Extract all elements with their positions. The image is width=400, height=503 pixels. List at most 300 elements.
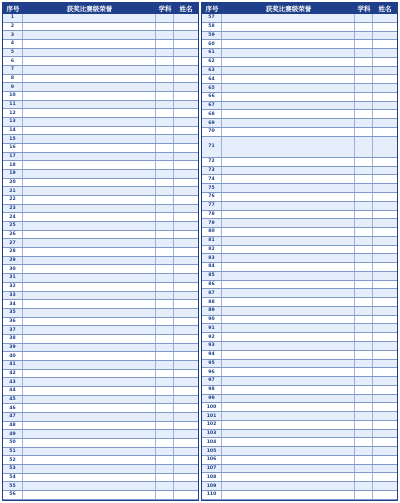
row-number: 11 bbox=[3, 101, 23, 109]
table-row bbox=[3, 344, 198, 353]
table-row bbox=[3, 231, 198, 240]
achievement-cell bbox=[222, 110, 355, 118]
name-cell bbox=[373, 102, 397, 110]
row-number: 109 bbox=[202, 482, 222, 490]
row-number: 21 bbox=[3, 187, 23, 195]
achievement-cell bbox=[222, 465, 355, 473]
subject-cell bbox=[156, 283, 174, 291]
row-number: 31 bbox=[3, 274, 23, 282]
header-no: 序号 bbox=[6, 4, 20, 13]
table-row bbox=[202, 298, 397, 307]
row-number: 17 bbox=[3, 153, 23, 161]
subject-cell bbox=[355, 175, 373, 183]
name-cell bbox=[373, 175, 397, 183]
name-cell bbox=[373, 351, 397, 359]
name-cell bbox=[373, 167, 397, 175]
achievement-cell bbox=[222, 84, 355, 92]
achievement-cell bbox=[222, 395, 355, 403]
subject-cell bbox=[355, 377, 373, 385]
achievement-cell bbox=[222, 316, 355, 324]
achievement-cell bbox=[23, 448, 156, 456]
row-number: 18 bbox=[3, 161, 23, 169]
achievement-cell bbox=[23, 109, 156, 117]
table-row bbox=[3, 265, 198, 274]
subject-cell bbox=[355, 32, 373, 40]
table-row bbox=[202, 84, 397, 93]
name-cell bbox=[373, 93, 397, 101]
table-row bbox=[3, 205, 198, 214]
subject-cell bbox=[355, 14, 373, 22]
subject-cell bbox=[355, 75, 373, 83]
name-cell bbox=[174, 135, 198, 143]
row-number: 1 bbox=[3, 14, 23, 22]
row-number: 38 bbox=[3, 335, 23, 343]
row-number: 102 bbox=[202, 421, 222, 429]
table-row bbox=[202, 137, 397, 158]
name-cell bbox=[174, 187, 198, 195]
name-cell bbox=[174, 309, 198, 317]
table-row bbox=[202, 351, 397, 360]
row-number: 87 bbox=[202, 289, 222, 297]
row-number: 13 bbox=[3, 118, 23, 126]
row-number: 47 bbox=[3, 413, 23, 421]
name-cell bbox=[373, 438, 397, 446]
achievement-cell bbox=[23, 231, 156, 239]
table-row bbox=[3, 352, 198, 361]
table-row bbox=[3, 196, 198, 205]
name-cell bbox=[174, 404, 198, 412]
achievement-cell bbox=[222, 342, 355, 350]
table-row bbox=[202, 438, 397, 447]
header-name: 姓名 bbox=[378, 4, 392, 13]
name-cell bbox=[373, 465, 397, 473]
name-cell bbox=[373, 84, 397, 92]
table-row bbox=[202, 272, 397, 281]
subject-cell bbox=[156, 161, 174, 169]
name-cell bbox=[174, 161, 198, 169]
achievement-cell bbox=[222, 263, 355, 271]
right-table-header bbox=[201, 2, 398, 14]
table-row bbox=[3, 75, 198, 84]
subject-cell bbox=[355, 421, 373, 429]
table-row bbox=[3, 248, 198, 257]
row-number: 56 bbox=[3, 491, 23, 499]
subject-cell bbox=[156, 144, 174, 152]
subject-cell bbox=[355, 158, 373, 166]
name-cell bbox=[373, 237, 397, 245]
row-number: 69 bbox=[202, 119, 222, 127]
name-cell bbox=[373, 342, 397, 350]
name-cell bbox=[373, 23, 397, 31]
subject-cell bbox=[156, 326, 174, 334]
row-number: 45 bbox=[3, 396, 23, 404]
row-number: 20 bbox=[3, 179, 23, 187]
row-number: 59 bbox=[202, 32, 222, 40]
table-row bbox=[202, 403, 397, 412]
table-row bbox=[202, 377, 397, 386]
achievement-cell bbox=[23, 283, 156, 291]
achievement-cell bbox=[222, 193, 355, 201]
name-cell bbox=[373, 360, 397, 368]
table-row bbox=[202, 75, 397, 84]
row-number: 53 bbox=[3, 465, 23, 473]
subject-cell bbox=[355, 403, 373, 411]
name-cell bbox=[174, 448, 198, 456]
achievement-cell bbox=[222, 32, 355, 40]
name-cell bbox=[373, 421, 397, 429]
row-number: 70 bbox=[202, 128, 222, 136]
achievement-cell bbox=[23, 482, 156, 490]
name-cell bbox=[174, 14, 198, 22]
table-row bbox=[3, 118, 198, 127]
achievement-cell bbox=[23, 170, 156, 178]
table-row bbox=[3, 83, 198, 92]
achievement-cell bbox=[23, 161, 156, 169]
table-row bbox=[202, 307, 397, 316]
subject-cell bbox=[156, 14, 174, 22]
achievement-cell bbox=[23, 135, 156, 143]
table-row bbox=[202, 219, 397, 228]
subject-cell bbox=[355, 447, 373, 455]
row-number: 2 bbox=[3, 23, 23, 31]
achievement-cell bbox=[23, 127, 156, 135]
row-number: 7 bbox=[3, 66, 23, 74]
achievement-cell bbox=[23, 257, 156, 265]
subject-cell bbox=[355, 324, 373, 332]
achievement-cell bbox=[23, 422, 156, 430]
name-cell bbox=[373, 368, 397, 376]
table-row bbox=[202, 368, 397, 377]
subject-cell bbox=[355, 456, 373, 464]
subject-cell bbox=[156, 257, 174, 265]
row-number: 48 bbox=[3, 422, 23, 430]
table-row bbox=[202, 211, 397, 220]
row-number: 39 bbox=[3, 344, 23, 352]
name-cell bbox=[373, 272, 397, 280]
table-row bbox=[3, 361, 198, 370]
row-number: 22 bbox=[3, 196, 23, 204]
table-row bbox=[202, 158, 397, 167]
achievement-cell bbox=[222, 254, 355, 262]
header-subject: 学科 bbox=[357, 4, 371, 13]
subject-cell bbox=[355, 360, 373, 368]
header-achievement: 获奖比赛级荣誉 bbox=[265, 4, 312, 13]
achievement-cell bbox=[23, 335, 156, 343]
subject-cell bbox=[355, 202, 373, 210]
name-cell bbox=[174, 335, 198, 343]
table-row bbox=[3, 14, 198, 23]
subject-cell bbox=[156, 456, 174, 464]
table-row bbox=[202, 40, 397, 49]
name-cell bbox=[174, 23, 198, 31]
table-row bbox=[202, 289, 397, 298]
achievement-cell bbox=[23, 153, 156, 161]
table-row bbox=[202, 447, 397, 456]
achievement-cell bbox=[23, 456, 156, 464]
achievement-cell bbox=[23, 14, 156, 22]
table-row bbox=[202, 491, 397, 500]
achievement-cell bbox=[23, 205, 156, 213]
table-row bbox=[3, 413, 198, 422]
subject-cell bbox=[156, 135, 174, 143]
name-cell bbox=[373, 211, 397, 219]
name-cell bbox=[174, 344, 198, 352]
name-cell bbox=[174, 49, 198, 57]
subject-cell bbox=[355, 254, 373, 262]
subject-cell bbox=[355, 211, 373, 219]
row-number: 80 bbox=[202, 228, 222, 236]
table-row bbox=[3, 153, 198, 162]
row-number: 27 bbox=[3, 239, 23, 247]
achievement-cell bbox=[222, 351, 355, 359]
name-cell bbox=[174, 101, 198, 109]
name-cell bbox=[373, 32, 397, 40]
subject-cell bbox=[156, 265, 174, 273]
achievement-cell bbox=[23, 144, 156, 152]
row-number: 105 bbox=[202, 447, 222, 455]
subject-cell bbox=[355, 93, 373, 101]
achievement-cell bbox=[23, 66, 156, 74]
name-cell bbox=[174, 40, 198, 48]
name-cell bbox=[174, 370, 198, 378]
name-cell bbox=[373, 40, 397, 48]
row-number: 84 bbox=[202, 263, 222, 271]
row-number: 51 bbox=[3, 448, 23, 456]
subject-cell bbox=[156, 248, 174, 256]
table-row bbox=[202, 167, 397, 176]
row-number: 101 bbox=[202, 412, 222, 420]
achievement-cell bbox=[23, 49, 156, 57]
name-cell bbox=[373, 228, 397, 236]
table-row bbox=[3, 326, 198, 335]
subject-cell bbox=[355, 438, 373, 446]
table-row bbox=[3, 187, 198, 196]
achievement-cell bbox=[23, 265, 156, 273]
achievement-cell bbox=[23, 326, 156, 334]
achievement-cell bbox=[23, 248, 156, 256]
table-row bbox=[3, 370, 198, 379]
achievement-cell bbox=[23, 75, 156, 83]
name-cell bbox=[373, 67, 397, 75]
name-cell bbox=[373, 386, 397, 394]
table-row bbox=[3, 292, 198, 301]
name-cell bbox=[174, 413, 198, 421]
subject-cell bbox=[355, 137, 373, 157]
subject-cell bbox=[156, 222, 174, 230]
subject-cell bbox=[156, 292, 174, 300]
name-cell bbox=[174, 127, 198, 135]
name-cell bbox=[174, 118, 198, 126]
subject-cell bbox=[355, 110, 373, 118]
achievement-cell bbox=[23, 179, 156, 187]
achievement-cell bbox=[222, 368, 355, 376]
achievement-cell bbox=[222, 412, 355, 420]
row-number: 108 bbox=[202, 473, 222, 481]
achievement-cell bbox=[23, 274, 156, 282]
row-number: 4 bbox=[3, 40, 23, 48]
table-row bbox=[3, 335, 198, 344]
achievement-cell bbox=[23, 222, 156, 230]
name-cell bbox=[174, 83, 198, 91]
table-row bbox=[202, 193, 397, 202]
table-row bbox=[3, 378, 198, 387]
header-name: 姓名 bbox=[179, 4, 193, 13]
row-number: 24 bbox=[3, 213, 23, 221]
table-row bbox=[202, 324, 397, 333]
row-number: 74 bbox=[202, 175, 222, 183]
header-no: 序号 bbox=[205, 4, 219, 13]
subject-cell bbox=[156, 231, 174, 239]
table-row bbox=[3, 109, 198, 118]
subject-cell bbox=[156, 92, 174, 100]
subject-cell bbox=[156, 57, 174, 65]
name-cell bbox=[373, 49, 397, 57]
subject-cell bbox=[156, 109, 174, 117]
subject-cell bbox=[355, 412, 373, 420]
row-number: 32 bbox=[3, 283, 23, 291]
row-number: 50 bbox=[3, 439, 23, 447]
subject-cell bbox=[355, 491, 373, 499]
name-cell bbox=[174, 387, 198, 395]
table-row bbox=[3, 161, 198, 170]
achievement-cell bbox=[222, 491, 355, 499]
name-cell bbox=[174, 257, 198, 265]
name-cell bbox=[174, 283, 198, 291]
row-number: 44 bbox=[3, 387, 23, 395]
achievement-cell bbox=[23, 309, 156, 317]
subject-cell bbox=[156, 23, 174, 31]
row-number: 8 bbox=[3, 75, 23, 83]
subject-cell bbox=[355, 128, 373, 136]
row-number: 67 bbox=[202, 102, 222, 110]
subject-cell bbox=[156, 422, 174, 430]
achievement-cell bbox=[23, 352, 156, 360]
table-row bbox=[3, 430, 198, 439]
name-cell bbox=[174, 292, 198, 300]
table-row bbox=[202, 316, 397, 325]
achievement-cell bbox=[222, 403, 355, 411]
row-number: 40 bbox=[3, 352, 23, 360]
achievement-cell bbox=[23, 318, 156, 326]
name-cell bbox=[174, 361, 198, 369]
row-number: 81 bbox=[202, 237, 222, 245]
row-number: 63 bbox=[202, 67, 222, 75]
subject-cell bbox=[355, 23, 373, 31]
table-row bbox=[202, 281, 397, 290]
subject-cell bbox=[355, 193, 373, 201]
subject-cell bbox=[355, 119, 373, 127]
subject-cell bbox=[355, 473, 373, 481]
row-number: 35 bbox=[3, 309, 23, 317]
name-cell bbox=[174, 265, 198, 273]
subject-cell bbox=[355, 58, 373, 66]
subject-cell bbox=[156, 49, 174, 57]
name-cell bbox=[174, 92, 198, 100]
subject-cell bbox=[156, 239, 174, 247]
subject-cell bbox=[355, 430, 373, 438]
row-number: 104 bbox=[202, 438, 222, 446]
table-row bbox=[202, 202, 397, 211]
name-cell bbox=[373, 254, 397, 262]
achievement-cell bbox=[23, 396, 156, 404]
table-row bbox=[202, 184, 397, 193]
name-cell bbox=[373, 184, 397, 192]
subject-cell bbox=[156, 309, 174, 317]
table-row bbox=[202, 342, 397, 351]
row-number: 9 bbox=[3, 83, 23, 91]
row-number: 14 bbox=[3, 127, 23, 135]
achievement-cell bbox=[222, 377, 355, 385]
achievement-cell bbox=[222, 473, 355, 481]
name-cell bbox=[174, 396, 198, 404]
table-row bbox=[202, 23, 397, 32]
subject-cell bbox=[355, 342, 373, 350]
row-number: 12 bbox=[3, 109, 23, 117]
name-cell bbox=[174, 109, 198, 117]
name-cell bbox=[373, 128, 397, 136]
name-cell bbox=[373, 193, 397, 201]
name-cell bbox=[373, 202, 397, 210]
name-cell bbox=[174, 239, 198, 247]
table-row bbox=[3, 482, 198, 491]
achievement-cell bbox=[222, 175, 355, 183]
row-number: 26 bbox=[3, 231, 23, 239]
achievement-cell bbox=[222, 386, 355, 394]
name-cell bbox=[174, 170, 198, 178]
table-row bbox=[3, 396, 198, 405]
table-row bbox=[3, 144, 198, 153]
row-number: 106 bbox=[202, 456, 222, 464]
achievement-cell bbox=[222, 137, 355, 157]
table-row bbox=[3, 213, 198, 222]
right-table bbox=[201, 2, 398, 501]
table-row bbox=[3, 179, 198, 188]
subject-cell bbox=[156, 213, 174, 221]
row-number: 107 bbox=[202, 465, 222, 473]
table-row bbox=[3, 491, 198, 500]
row-number: 6 bbox=[3, 57, 23, 65]
row-number: 25 bbox=[3, 222, 23, 230]
name-cell bbox=[373, 377, 397, 385]
name-cell bbox=[174, 326, 198, 334]
achievement-cell bbox=[23, 370, 156, 378]
subject-cell bbox=[355, 289, 373, 297]
achievement-cell bbox=[222, 167, 355, 175]
row-number: 96 bbox=[202, 368, 222, 376]
subject-cell bbox=[156, 127, 174, 135]
achievement-cell bbox=[222, 158, 355, 166]
table-row bbox=[3, 222, 198, 231]
name-cell bbox=[373, 491, 397, 499]
achievement-cell bbox=[23, 300, 156, 308]
name-cell bbox=[373, 412, 397, 420]
table-row bbox=[3, 456, 198, 465]
achievement-cell bbox=[222, 128, 355, 136]
achievement-cell bbox=[222, 430, 355, 438]
achievement-cell bbox=[23, 101, 156, 109]
subject-cell bbox=[355, 482, 373, 490]
row-number: 77 bbox=[202, 202, 222, 210]
row-number: 79 bbox=[202, 219, 222, 227]
table-row bbox=[202, 473, 397, 482]
achievement-cell bbox=[222, 281, 355, 289]
achievement-cell bbox=[222, 421, 355, 429]
name-cell bbox=[373, 219, 397, 227]
achievement-cell bbox=[222, 211, 355, 219]
row-number: 36 bbox=[3, 318, 23, 326]
table-row bbox=[3, 101, 198, 110]
achievement-cell bbox=[23, 439, 156, 447]
